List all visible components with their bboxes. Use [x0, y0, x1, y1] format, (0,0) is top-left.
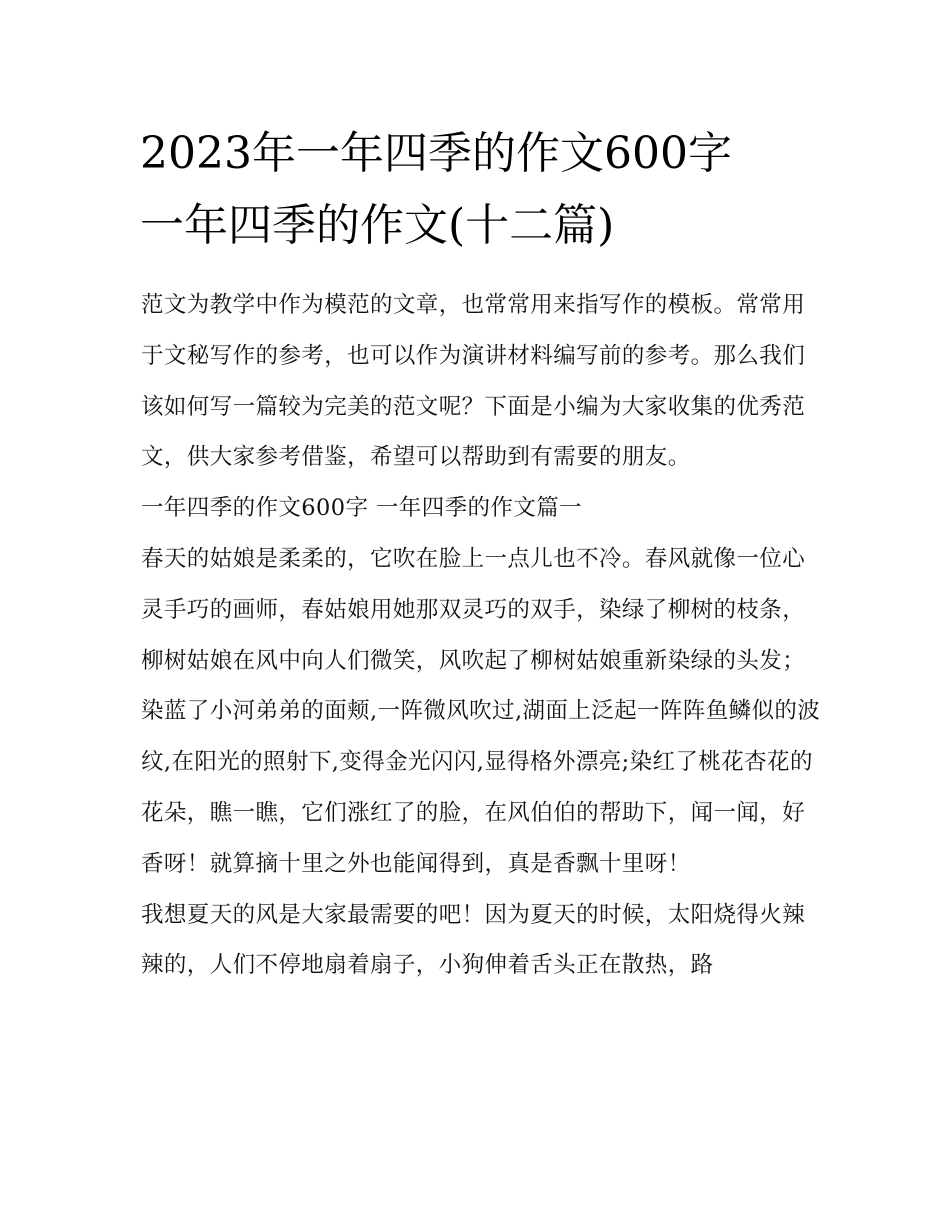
title-line-2: 一年四季的作文(十二篇) [140, 200, 615, 251]
intro-paragraph: 范文为教学中作为模范的文章，也常常用来指写作的模板。常常用于文秘写作的参考，也可以作为演讲材料编写前的参考。那么我们该如何写一篇较为完美的范文呢？下面是小编为大家收集的优秀范文，供大家参考借鉴，希望可以帮助到有需要的朋友。 [141, 292, 806, 471]
summer-paragraph: 我想夏天的风是大家最需要的吧！因为夏天的时候，太阳烧得火辣辣的，人们不停地扇着扇子，小狗伸着舌头正在散热，路 [141, 901, 806, 979]
document-body [141, 280, 821, 991]
section-heading: 一年四季的作文600字 一年四季的作文篇一 [141, 495, 582, 522]
spring-paragraph: 春天的姑娘是柔柔的，它吹在脸上一点儿也不冷。春风就像一位心灵手巧的画师，春姑娘用她那双灵巧的双手，染绿了柳树的枝条，柳树姑娘在风中向人们微笑，风吹起了柳树姑娘重新染绿的头发；染蓝了小河弟弟的面颊,一阵微风吹过,湖面上泛起一阵阵鱼鳞似的波纹,在阳光的照射下,变得金光闪闪,显得格外漂亮;染红了桃花杏花的花朵，瞧一瞧，它们涨红了的脸，在风伯伯的帮助下，闻一闻，好香呀！就算摘十里之外也能闻得到，真是香飘十里呀！ [141, 545, 821, 877]
document-title [140, 118, 820, 262]
title-line-1: 2023年一年四季的作文600字 [140, 128, 732, 179]
